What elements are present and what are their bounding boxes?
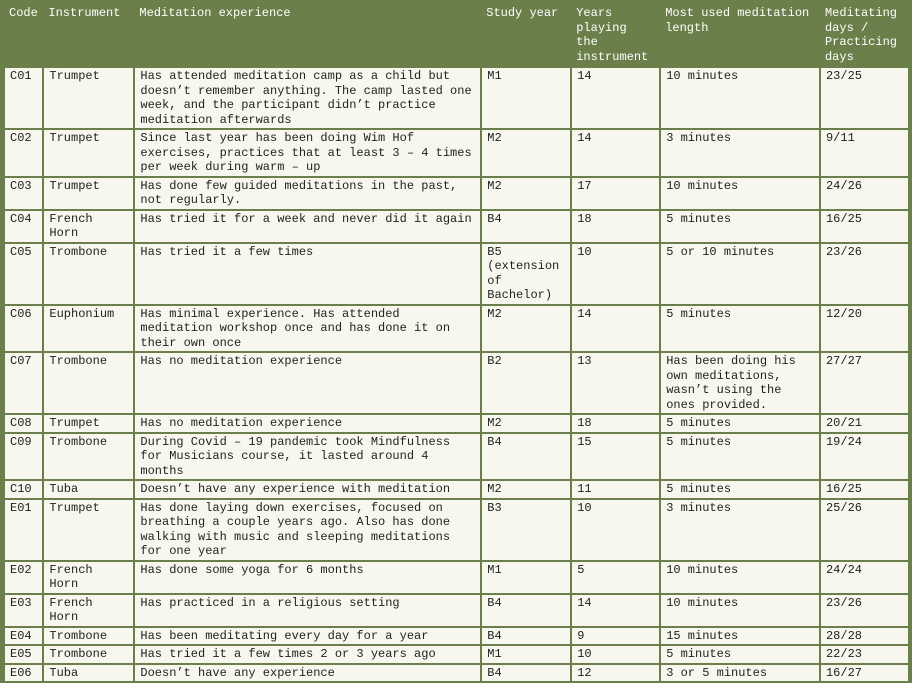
header-days-ratio: Meditating days / Practicing days	[821, 4, 908, 66]
table-row	[5, 178, 908, 209]
table-row	[5, 628, 908, 645]
cell-years-playing: 10	[572, 646, 659, 663]
cell-code: E02	[5, 562, 42, 593]
table-row	[5, 646, 908, 663]
table-row	[5, 595, 908, 626]
cell-meditation-experience: Has attended meditation camp as a child but doesn’t remember anything. The camp lasted one week, and the participant didn’t practice meditation afterwards	[135, 68, 480, 128]
cell-instrument: Trumpet	[44, 68, 133, 128]
cell-code: E05	[5, 646, 42, 663]
cell-meditation-length: 3 or 5 minutes	[661, 665, 819, 682]
cell-code: E03	[5, 595, 42, 626]
cell-years-playing: 12	[572, 665, 659, 682]
cell-meditation-experience: Has done few guided meditations in the past, not regularly.	[135, 178, 480, 209]
cell-instrument: Trumpet	[44, 500, 133, 560]
table-row	[5, 665, 908, 682]
header-instrument: Instrument	[44, 4, 133, 66]
cell-code: C09	[5, 434, 42, 480]
header-code: Code	[5, 4, 42, 66]
cell-meditation-experience: Has tried it a few times	[135, 244, 480, 304]
cell-study-year: M2	[482, 178, 570, 209]
cell-study-year: B3	[482, 500, 570, 560]
cell-code: C01	[5, 68, 42, 128]
cell-meditation-experience: Has done some yoga for 6 months	[135, 562, 480, 593]
table-row	[5, 434, 908, 480]
cell-code: E04	[5, 628, 42, 645]
cell-days-ratio: 9/11	[821, 130, 908, 176]
cell-instrument: Trumpet	[44, 415, 133, 432]
cell-code: C08	[5, 415, 42, 432]
cell-meditation-experience: Has tried it for a week and never did it again	[135, 211, 480, 242]
cell-years-playing: 10	[572, 500, 659, 560]
cell-days-ratio: 25/26	[821, 500, 908, 560]
cell-days-ratio: 19/24	[821, 434, 908, 480]
cell-study-year: M1	[482, 646, 570, 663]
cell-study-year: B4	[482, 434, 570, 480]
table-row	[5, 500, 908, 560]
cell-years-playing: 14	[572, 306, 659, 352]
participants-table	[3, 2, 910, 683]
cell-study-year: B4	[482, 665, 570, 682]
cell-instrument: French Horn	[44, 211, 133, 242]
cell-meditation-experience: Has been meditating every day for a year	[135, 628, 480, 645]
cell-instrument: Trombone	[44, 353, 133, 413]
cell-years-playing: 17	[572, 178, 659, 209]
cell-study-year: B4	[482, 628, 570, 645]
cell-code: C05	[5, 244, 42, 304]
table-body	[5, 68, 908, 681]
cell-meditation-experience: Has no meditation experience	[135, 415, 480, 432]
cell-instrument: Trombone	[44, 244, 133, 304]
cell-meditation-length: 10 minutes	[661, 68, 819, 128]
cell-years-playing: 14	[572, 68, 659, 128]
cell-instrument: French Horn	[44, 595, 133, 626]
cell-meditation-length: 15 minutes	[661, 628, 819, 645]
cell-code: C07	[5, 353, 42, 413]
cell-days-ratio: 28/28	[821, 628, 908, 645]
cell-meditation-experience: During Covid – 19 pandemic took Mindfulness for Musicians course, it lasted around 4 months	[135, 434, 480, 480]
cell-instrument: Trumpet	[44, 178, 133, 209]
cell-days-ratio: 27/27	[821, 353, 908, 413]
header-years-playing: Years playing the instrument	[572, 4, 659, 66]
cell-years-playing: 11	[572, 481, 659, 498]
cell-years-playing: 18	[572, 211, 659, 242]
table-row	[5, 562, 908, 593]
cell-meditation-length: 5 minutes	[661, 211, 819, 242]
cell-meditation-length: 5 minutes	[661, 481, 819, 498]
cell-instrument: Tuba	[44, 665, 133, 682]
cell-code: C02	[5, 130, 42, 176]
cell-years-playing: 14	[572, 595, 659, 626]
cell-study-year: B5 (extension of Bachelor)	[482, 244, 570, 304]
cell-study-year: M2	[482, 415, 570, 432]
cell-study-year: M2	[482, 130, 570, 176]
cell-instrument: Tuba	[44, 481, 133, 498]
cell-code: E06	[5, 665, 42, 682]
cell-instrument: French Horn	[44, 562, 133, 593]
table-header-row	[5, 4, 908, 66]
cell-instrument: Trombone	[44, 646, 133, 663]
cell-days-ratio: 23/26	[821, 595, 908, 626]
cell-years-playing: 9	[572, 628, 659, 645]
table-row	[5, 211, 908, 242]
cell-meditation-experience: Has practiced in a religious setting	[135, 595, 480, 626]
cell-years-playing: 15	[572, 434, 659, 480]
cell-meditation-length: 5 minutes	[661, 306, 819, 352]
header-meditation-length: Most used meditation length	[661, 4, 819, 66]
cell-days-ratio: 24/26	[821, 178, 908, 209]
cell-years-playing: 10	[572, 244, 659, 304]
cell-days-ratio: 12/20	[821, 306, 908, 352]
cell-days-ratio: 16/25	[821, 481, 908, 498]
cell-study-year: M2	[482, 306, 570, 352]
cell-meditation-length: Has been doing his own meditations, wasn’t using the ones provided.	[661, 353, 819, 413]
table-row	[5, 306, 908, 352]
cell-study-year: B2	[482, 353, 570, 413]
cell-meditation-length: 5 or 10 minutes	[661, 244, 819, 304]
cell-meditation-length: 10 minutes	[661, 178, 819, 209]
cell-study-year: B4	[482, 211, 570, 242]
cell-study-year: M1	[482, 68, 570, 128]
cell-days-ratio: 22/23	[821, 646, 908, 663]
cell-meditation-length: 3 minutes	[661, 500, 819, 560]
table-row	[5, 415, 908, 432]
cell-code: C04	[5, 211, 42, 242]
cell-meditation-length: 5 minutes	[661, 415, 819, 432]
cell-years-playing: 14	[572, 130, 659, 176]
cell-meditation-experience: Has minimal experience. Has attended meditation workshop once and has done it on their own once	[135, 306, 480, 352]
table-row	[5, 481, 908, 498]
cell-instrument: Trombone	[44, 628, 133, 645]
header-meditation-experience: Meditation experience	[135, 4, 480, 66]
header-study-year: Study year	[482, 4, 570, 66]
table-row	[5, 353, 908, 413]
cell-years-playing: 13	[572, 353, 659, 413]
cell-code: E01	[5, 500, 42, 560]
table-row	[5, 130, 908, 176]
cell-days-ratio: 24/24	[821, 562, 908, 593]
table-row	[5, 244, 908, 304]
cell-days-ratio: 23/25	[821, 68, 908, 128]
cell-code: C06	[5, 306, 42, 352]
cell-instrument: Euphonium	[44, 306, 133, 352]
cell-study-year: M1	[482, 562, 570, 593]
cell-instrument: Trumpet	[44, 130, 133, 176]
cell-days-ratio: 20/21	[821, 415, 908, 432]
cell-days-ratio: 16/25	[821, 211, 908, 242]
cell-study-year: M2	[482, 481, 570, 498]
cell-days-ratio: 16/27	[821, 665, 908, 682]
cell-code: C03	[5, 178, 42, 209]
table-row	[5, 68, 908, 128]
cell-meditation-length: 3 minutes	[661, 130, 819, 176]
cell-instrument: Trombone	[44, 434, 133, 480]
cell-years-playing: 18	[572, 415, 659, 432]
cell-study-year: B4	[482, 595, 570, 626]
cell-meditation-experience: Since last year has been doing Wim Hof exercises, practices that at least 3 – 4 times per week during warm – up	[135, 130, 480, 176]
cell-meditation-experience: Doesn’t have any experience with meditation	[135, 481, 480, 498]
cell-meditation-length: 10 minutes	[661, 562, 819, 593]
cell-meditation-experience: Has done laying down exercises, focused on breathing a couple years ago. Also has done walking with music and sleeping meditations for one year	[135, 500, 480, 560]
cell-meditation-length: 5 minutes	[661, 646, 819, 663]
cell-code: C10	[5, 481, 42, 498]
cell-years-playing: 5	[572, 562, 659, 593]
cell-days-ratio: 23/26	[821, 244, 908, 304]
cell-meditation-experience: Doesn’t have any experience	[135, 665, 480, 682]
cell-meditation-experience: Has no meditation experience	[135, 353, 480, 413]
cell-meditation-experience: Has tried it a few times 2 or 3 years ago	[135, 646, 480, 663]
cell-meditation-length: 5 minutes	[661, 434, 819, 480]
cell-meditation-length: 10 minutes	[661, 595, 819, 626]
